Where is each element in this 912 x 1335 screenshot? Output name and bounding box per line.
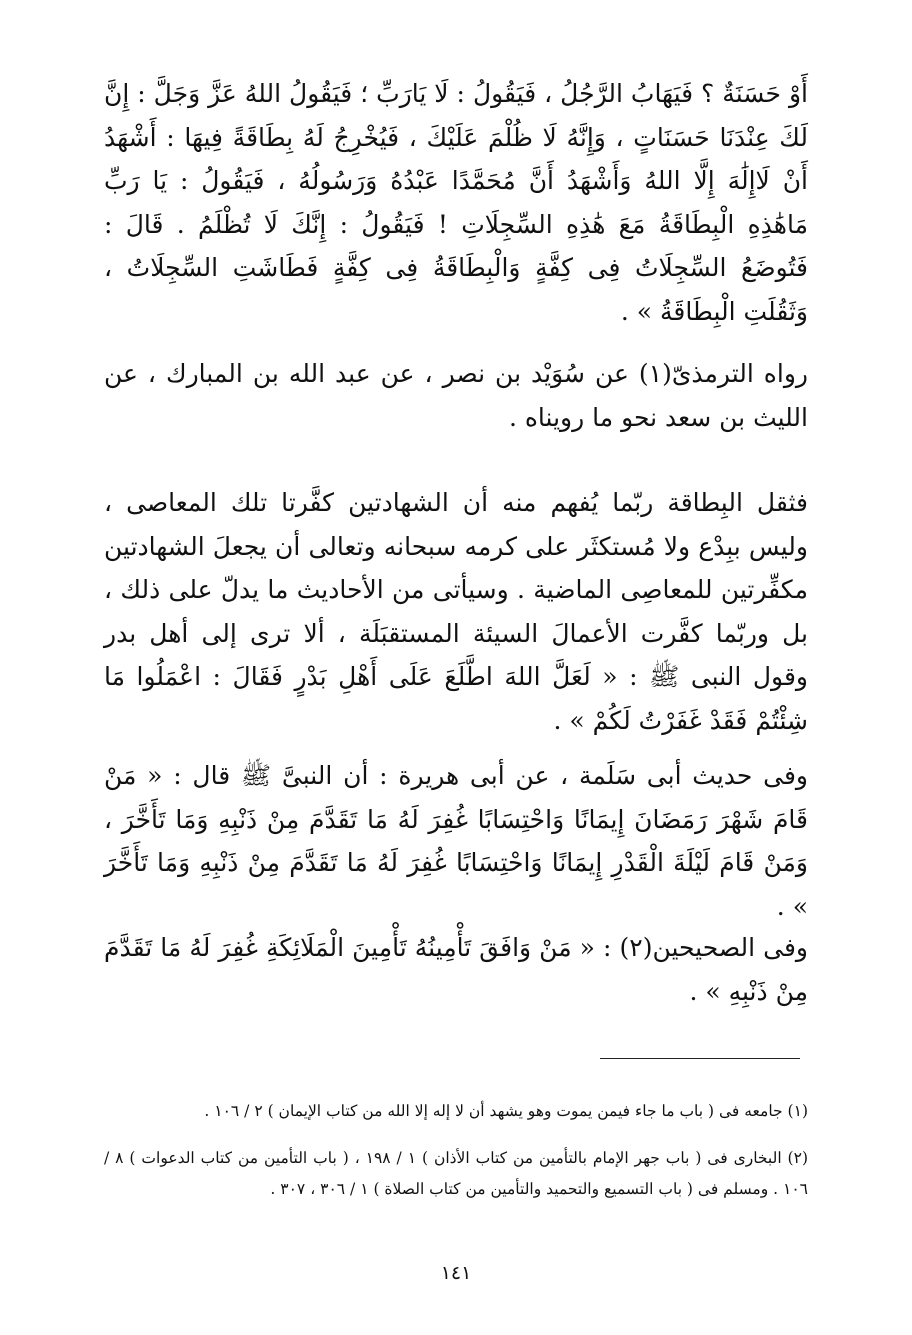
footnote-2 (104, 1143, 808, 1205)
footnote-text: (٢) البخارى فى ( باب جهر الإمام بالتأمين من كتاب الأذان ) ١ / ١٩٨ ، ( باب التأمين من كتاب الدعوات ) ٨ / ١٠٦ . ومسلم فى ( باب التسميع والتحميد والتأمين من كتاب الصلاة ) ١ / ٣٠٦ ، ٣٠٧ . (104, 1149, 808, 1198)
paragraph-text: رواه الترمذىّ(١) عن سُوَيْد بن نصر ، عن عبد الله بن المبارك ، عن الليث بن سعد نحو ما رويناه . (104, 359, 808, 432)
footnote-separator (600, 1058, 800, 1059)
paragraph-text: فثقل البِطاقة ربّما يُفهم منه أن الشهادتين كفَّرتا تلك المعاصى ، وليس ببِدْع ولا مُستكثَر على كرمه سبحانه وتعالى أن يجعلَ الشهادتين مكفِّرتين للمعاصِى الماضية . وسيأتى من الأحاديث ما يدلّ على ذلك ، بل وربّما كفَّرت الأعمالَ السيئة المستقبَلَة ، ألا ترى إلى أهل بدر وقول النبى ﷺ : « لَعَلَّ اللهَ اطَّلَعَ عَلَى أَهْلِ بَدْرٍ فَقَالَ : اعْمَلُوا مَا شِئْتُمْ فَقَدْ غَفَرْتُ لَكُمْ » . (104, 488, 808, 735)
footnote-text: (١) جامعه فى ( باب ما جاء فيمن يموت وهو يشهد أن لا إله إلا الله من كتاب الإيمان ) ٢ / ١٠٦ . (204, 1102, 808, 1120)
paragraph-text: وفى الصحيحين(٢) : « مَنْ وَافَقَ تَأْمِينُهُ تَأْمِينَ الْمَلَائِكَةِ غُفِرَ لَهُ مَا تَقَدَّمَ مِنْ ذَنْبِهِ » . (104, 933, 808, 1006)
paragraph-text: وفى حديث أبى سَلَمة ، عن أبى هريرة : أن النبىَّ ﷺ قال : « مَنْ قَامَ شَهْرَ رَمَضَانَ إِيمَانًا وَاحْتِسَابًا غُفِرَ لَهُ مَا تَقَدَّمَ مِنْ ذَنْبِهِ وَمَا تَأَخَّرَ ، وَمَنْ قَامَ لَيْلَةَ الْقَدْرِ إِيمَانًا وَاحْتِسَابًا غُفِرَ لَهُ مَا تَقَدَّمَ مِنْ ذَنْبِهِ وَمَا تَأَخَّرَ » . (104, 761, 808, 921)
page-number: ١٤١ (440, 1262, 472, 1284)
footnote-1 (104, 1096, 808, 1127)
paragraph-commentary (104, 481, 808, 742)
paragraph-abu-salama (104, 754, 808, 928)
paragraph-sahihayn (104, 926, 808, 1013)
paragraph-narration (104, 352, 808, 439)
paragraph-text: أَوْ حَسَنَةٌ ؟ فَيَهَابُ الرَّجُلُ ، فَيَقُولُ : لَا يَارَبِّ ؛ فَيَقُولُ اللهُ عَزَّ وَجَلَّ : إِنَّ لَكَ عِنْدَنَا حَسَنَاتٍ ، وَإِنَّهُ لَا ظُلْمَ عَلَيْكَ ، فَيُخْرِجُ لَهُ بِطَاقَةً فِيهَا : أَشْهَدُ أَنْ لَاإِلَٰهَ إِلَّا اللهُ وَأَشْهَدُ أَنَّ مُحَمَّدًا عَبْدُهُ وَرَسُولُهُ ، فَيَقُولُ : يَا رَبِّ مَاهَٰذِهِ الْبِطَاقَةُ مَعَ هَٰذِهِ السِّجِلَاتِ ! فَيَقُولُ : إِنَّكَ لَا تُظْلَمُ . قَالَ : فَتُوضَعُ السِّجِلَاتُ فِى كِفَّةٍ وَالْبِطَاقَةُ فِى كِفَّةٍ فَطَاشَتِ السِّجِلَاتُ ، وَثَقُلَتِ الْبِطَاقَةُ » . (104, 79, 808, 326)
paragraph-hadith-bitaqa (104, 72, 808, 333)
